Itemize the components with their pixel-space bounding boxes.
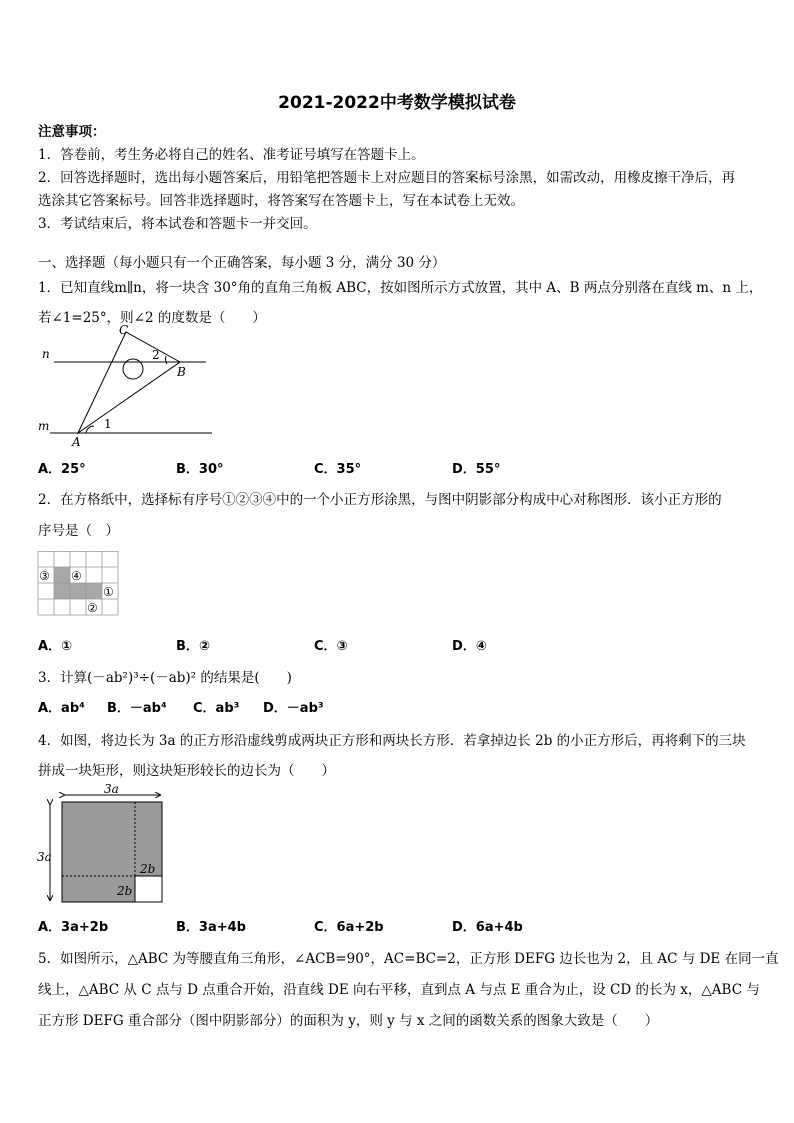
question-5-text-cont: 线上，△ABC 从 C 点与 D 点重合开始，沿直线 DE 向右平移，直到点 A 与点 E 重合为止，设 CD 的长为 x，△ABC 与 [38,982,760,998]
q4-option-b: B．3a+4b [176,920,246,935]
question-3-text: 3．计算(－ab²)³÷(－ab)² 的结果是( ) [38,670,292,686]
q1-option-a: A．25° [38,462,86,477]
question-5-text-cont2: 正方形 DEFG 重合部分（图中阴影部分）的面积为 y，则 y 与 x 之间的函数关系的图象大致是（ ） [38,1013,659,1029]
shaded-cell [54,567,70,583]
notice-item-2: 2．回答选择题时，选出每小题答案后，用铅笔把答题卡上对应题目的答案标号涂黑，如需改动，用橡皮擦干净后，再 [38,170,736,186]
question-4-text-cont: 拼成一块矩形，则这块矩形较长的边长为（ ） [38,763,335,779]
q4-option-c: C．6a+2b [314,920,384,935]
notice-item-2-cont: 选涂其它答案标号。回答非选择题时，将答案写在答题卡上，写在本试卷上无效。 [38,193,524,209]
inner-label-2b: 2b [117,884,133,898]
question-1-figure [34,322,219,450]
page-title: 2021-2022中考数学模拟试卷 [278,93,516,113]
label-angle-1: 1 [104,417,112,431]
grid-label-1: ① [103,585,114,599]
label-angle-2: 2 [152,348,160,362]
shaded-cell [54,583,70,599]
grid-label-4: ④ [71,569,82,583]
notice-item-1: 1．答卷前，考生务必将自己的姓名、准考证号填写在答题卡上。 [38,147,425,163]
q2-option-a: A．① [38,639,73,654]
question-2-text-cont: 序号是（ ） [38,523,119,539]
q4-option-a: A．3a+2b [38,920,109,935]
notice-item-3: 3．考试结束后，将本试卷和答题卡一并交回。 [38,216,317,232]
question-1-text: 1．已知直线m∥n，将一块含 30°角的直角三角板 ABC，按如图所示方式放置，其中 A、B 两点分别落在直线 m、n 上， [38,280,763,296]
q2-option-d: D．④ [452,639,487,654]
q3-option-d: D．－ab³ [263,701,324,716]
q1-option-c: C．35° [314,462,362,477]
grid-lines [38,551,118,615]
question-2-grid-figure [37,551,119,617]
q3-option-c: C．ab³ [193,701,240,716]
question-2-text: 2．在方格纸中，选择标有序号①②③④中的一个小正方形涂黑，与图中阴影部分构成中心对称图形．该小正方形的 [38,492,722,508]
question-4-text: 4．如图，将边长为 3a 的正方形沿虚线剪成两块正方形和两块长方形．若拿掉边长 2b 的小正方形后，再将剩下的三块 [38,733,746,749]
section-heading: 一、选择题（每小题只有一个正确答案，每小题 3 分，满分 30 分） [38,255,446,271]
question-1-text-cont: 若∠1=25°，则∠2 的度数是（ ） [38,310,266,326]
notice-heading: 注意事项： [38,124,106,140]
shaded-cell [86,583,102,599]
label-a: A [72,435,81,449]
angle-2-arc [166,356,167,364]
label-b: B [177,365,186,379]
label-n: n [42,347,50,361]
top-dimension-label: 3a [104,782,119,796]
question-5-text: 5．如图所示，△ABC 为等腰直角三角形，∠ACB=90°，AC=BC=2，正方形 DEFG 边长也为 2，且 AC 与 DE 在同一直 [38,951,779,967]
q3-option-b: B．－ab⁴ [107,701,167,716]
q4-option-d: D．6a+4b [452,920,523,935]
triangle-abc [78,332,180,433]
question-4-figure [34,781,168,905]
inner-label-2b: 2b [140,862,156,876]
q1-option-d: D．55° [452,462,501,477]
q3-option-a: A．ab⁴ [38,701,85,716]
q2-option-c: C．③ [314,639,348,654]
label-m: m [38,419,50,433]
left-dimension-label: 3a [37,850,52,864]
grid-label-3: ③ [39,569,50,583]
removed-small-square [135,876,162,902]
shaded-cell [70,583,86,599]
label-c: C [119,323,129,337]
q2-option-b: B．② [176,639,210,654]
grid-label-2: ② [87,601,98,615]
q1-option-b: B．30° [176,462,224,477]
